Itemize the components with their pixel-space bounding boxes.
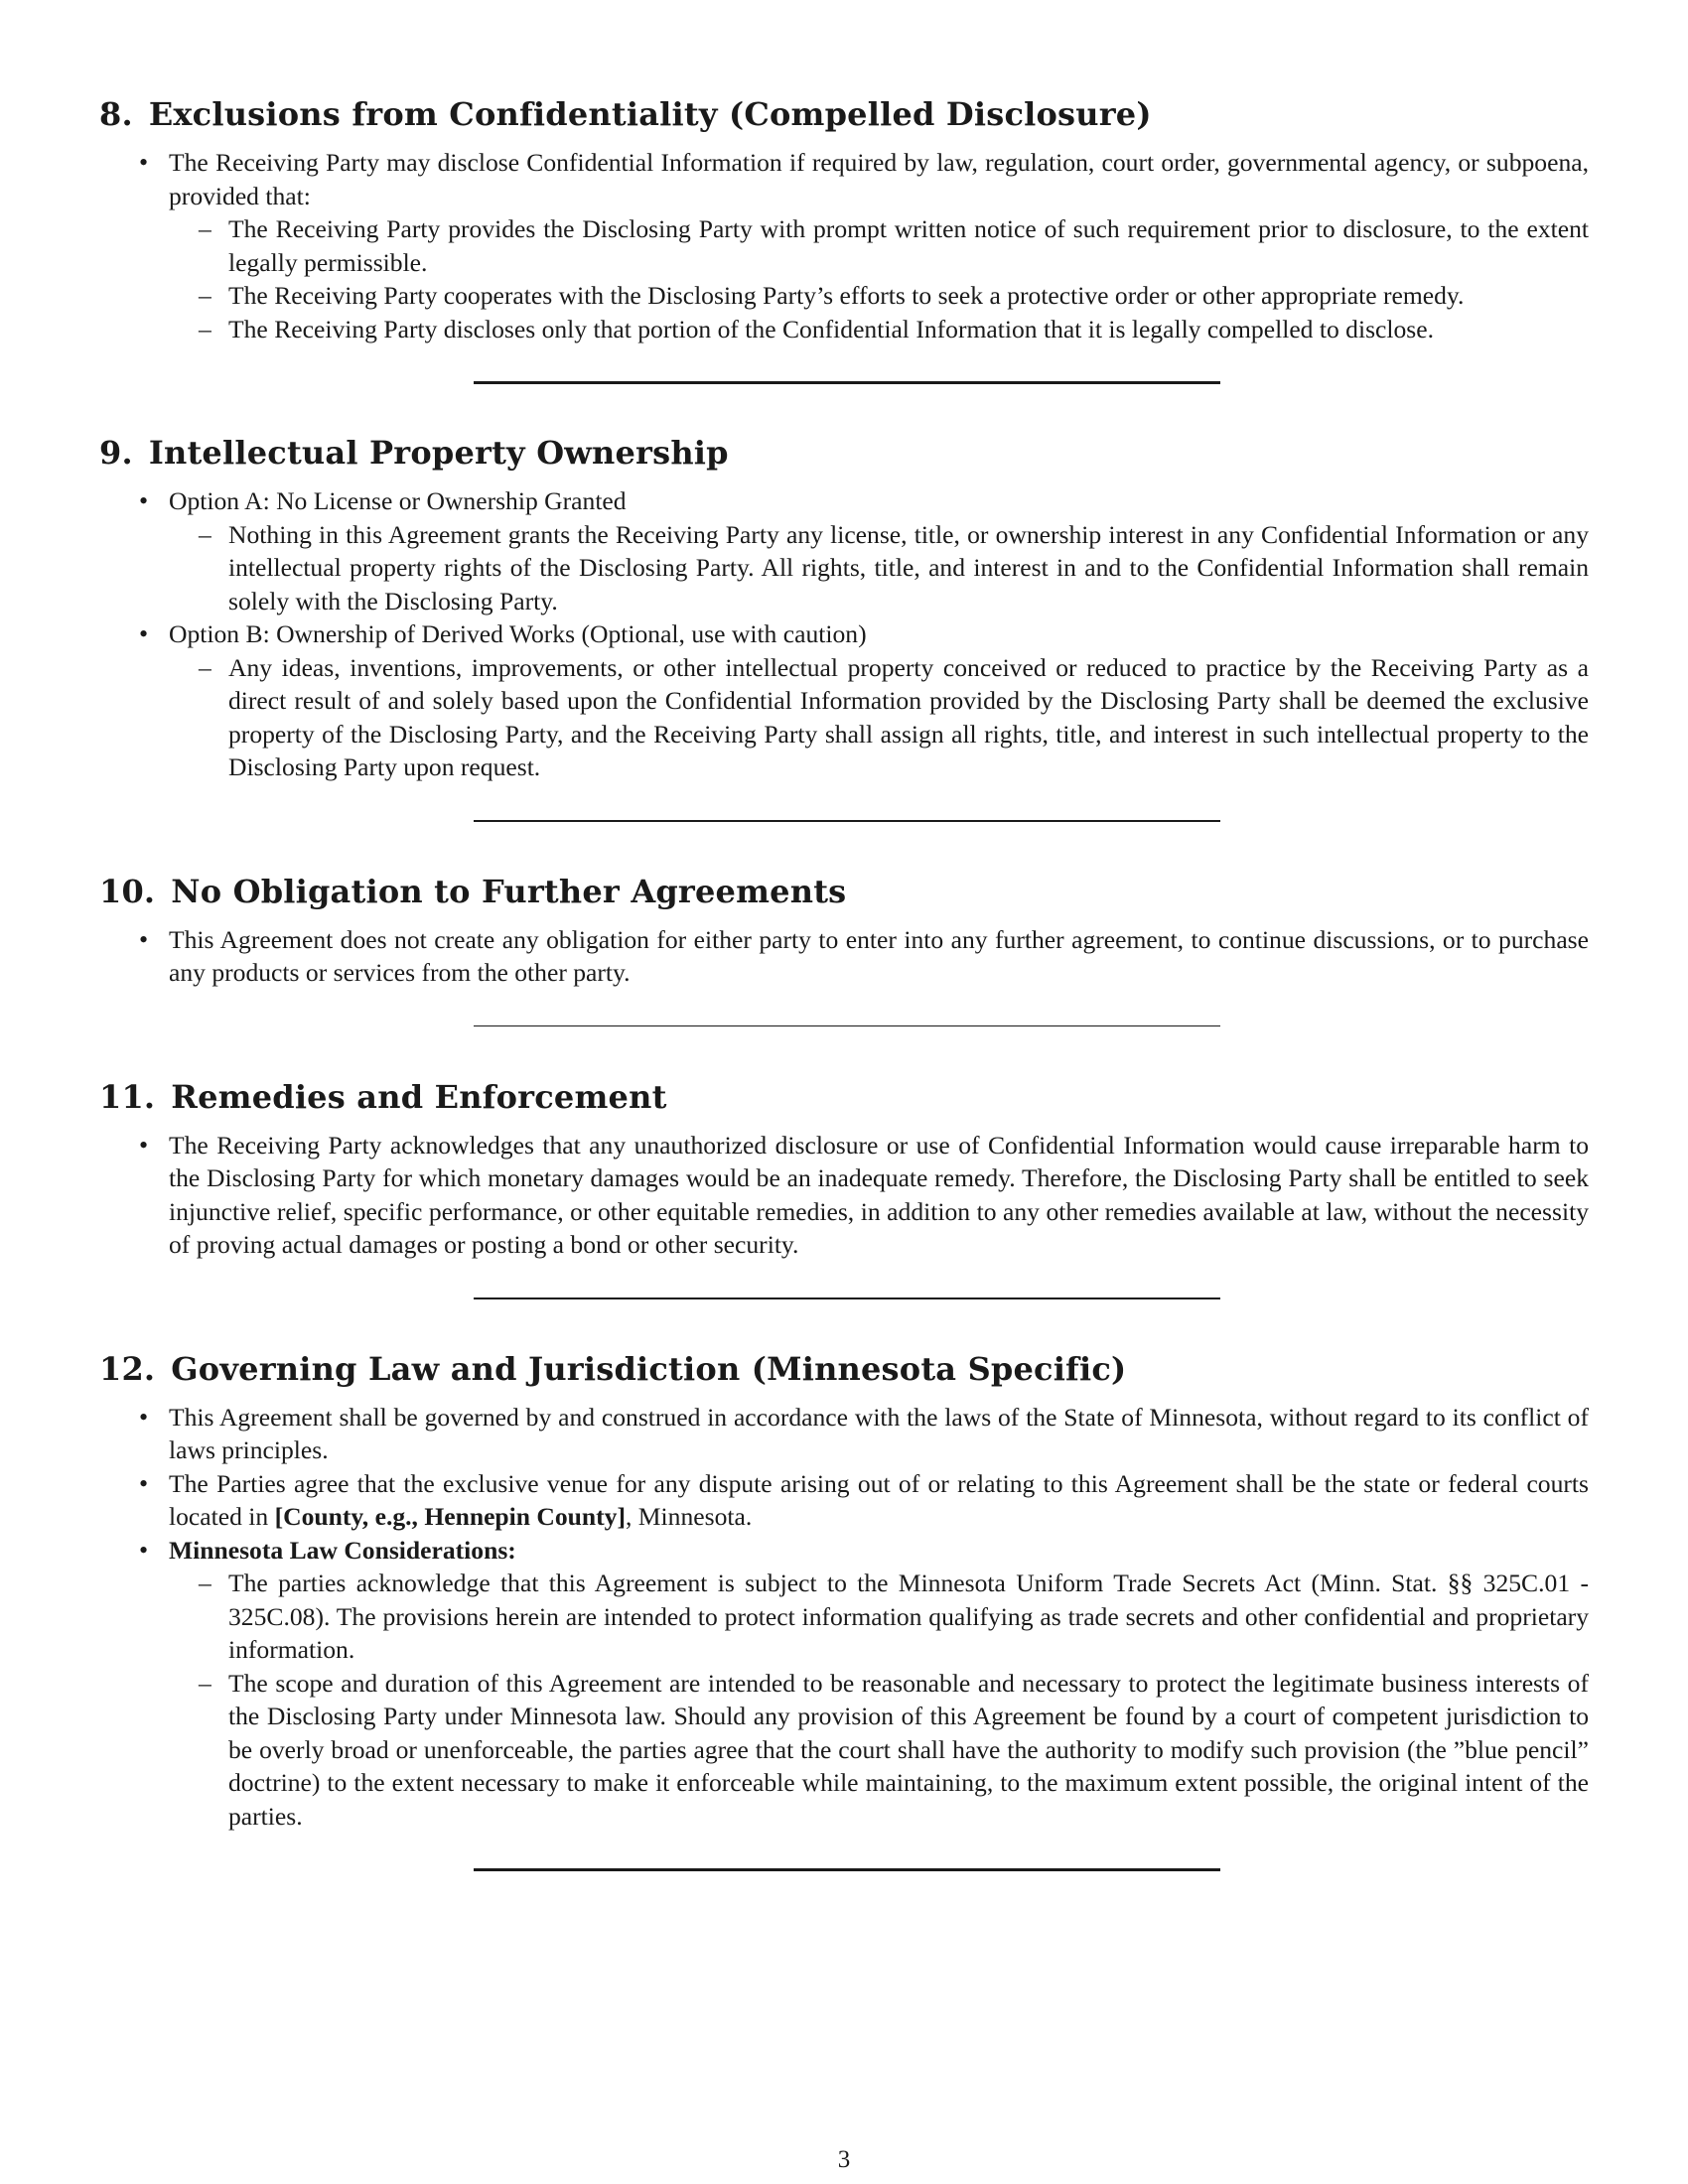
section-title: Governing Law and Jurisdiction (Minnesota Specific) <box>171 1349 1127 1388</box>
list-item-text: The Receiving Party may disclose Confidential Information if required by law, regulation, court order, governmental agency, or subpoena, provided that: <box>169 148 1589 210</box>
section-9 <box>99 430 1589 784</box>
list-item <box>169 146 1589 345</box>
bullet-list <box>99 146 1589 345</box>
section-title: Intellectual Property Ownership <box>148 434 729 472</box>
list-item: • This Agreement shall be governed by and construed in accordance with the laws of the State of Minnesota, without regard to its conflict of laws principles. <box>169 1401 1589 1467</box>
section-title: Exclusions from Confidentiality (Compelled Disclosure) <box>148 95 1152 133</box>
section-12 <box>99 1346 1589 1834</box>
list-item <box>169 1534 1589 1834</box>
section-10 <box>99 869 1589 990</box>
horizontal-rule <box>474 1025 1220 1027</box>
list-item-text: Option B: Ownership of Derived Works (Optional, use with caution) <box>169 619 867 648</box>
section-heading <box>99 869 1589 914</box>
sub-list-item: – Any ideas, inventions, improvements, or other intellectual property conceived or reduced to practice by the Receiving Party as a direct result of and solely based upon the Confidential Information provided by the Disclosing Party shall be deemed the exclusive property of the Disclosing Party, and the Receiving Party shall assign all rights, title, and interest in such intellectual property to the Disclosing Party upon request. <box>228 651 1589 784</box>
section-divider <box>99 345 1589 430</box>
horizontal-rule <box>474 1297 1220 1300</box>
section-number: 10. <box>99 872 156 910</box>
horizontal-rule <box>474 381 1220 384</box>
section-number: 12. <box>99 1349 156 1388</box>
section-divider <box>99 990 1589 1074</box>
list-item-label: Minnesota Law Considerations: <box>169 1535 516 1565</box>
sub-list-item: – The Receiving Party discloses only that portion of the Confidential Information that it is legally compelled to disclose. <box>228 313 1589 346</box>
section-divider <box>99 784 1589 869</box>
sub-list-item: – The Receiving Party cooperates with the Disclosing Party’s efforts to seek a protective order or other appropriate remedy. <box>228 279 1589 313</box>
county-placeholder: [County, e.g., Hennepin County] <box>274 1502 626 1531</box>
document-page <box>99 91 1589 1917</box>
section-heading <box>99 91 1589 137</box>
bullet-list <box>99 923 1589 990</box>
section-divider <box>99 1833 1589 1917</box>
section-heading <box>99 430 1589 476</box>
section-number: 8. <box>99 95 133 133</box>
sub-list <box>169 651 1589 784</box>
sub-list-item: – The Receiving Party provides the Disclosing Party with prompt written notice of such requirement prior to disclosure, to the extent legally permissible. <box>228 212 1589 279</box>
list-item <box>169 1467 1589 1534</box>
bullet-list <box>99 484 1589 784</box>
horizontal-rule <box>474 1868 1220 1871</box>
section-title: Remedies and Enforcement <box>171 1077 667 1116</box>
section-11 <box>99 1074 1589 1262</box>
sub-list <box>169 518 1589 618</box>
bullet-list <box>99 1129 1589 1262</box>
sub-list-item: – The parties acknowledge that this Agreement is subject to the Minnesota Uniform Trade Secrets Act (Minn. Stat. §§ 325C.01 - 325C.08). The provisions herein are intended to protect information qualifying as trade secrets and other confidential and proprietary information. <box>228 1567 1589 1667</box>
page-number: 3 <box>837 2146 851 2173</box>
list-item <box>169 484 1589 617</box>
sub-list-item: – Nothing in this Agreement grants the Receiving Party any license, title, or ownership interest in any Confidential Information or any intellectual property rights of the Disclosing Party. All rights, title, and interest in and to the Confidential Information shall remain solely with the Disclosing Party. <box>228 518 1589 618</box>
list-item-text: The Parties agree that the exclusive venue for any dispute arising out of or relating to this Agreement shall be the state or federal courts located in <box>169 1468 1589 1531</box>
section-number: 11. <box>99 1077 156 1116</box>
section-heading <box>99 1074 1589 1120</box>
section-heading <box>99 1346 1589 1392</box>
sub-list <box>169 212 1589 345</box>
section-title: No Obligation to Further Agreements <box>171 872 847 910</box>
list-item-text: , Minnesota. <box>626 1502 753 1531</box>
sub-list-item: – The scope and duration of this Agreement are intended to be reasonable and necessary to protect the legitimate business interests of the Disclosing Party under Minnesota law. Should any provision of this Agreement be found by a court of competent jurisdiction to be overly broad or unenforceable, the parties agree that the court shall have the authority to modify such provision (the ”blue pencil” doctrine) to the extent necessary to make it enforceable while maintaining, to the maximum extent possible, the original intent of the parties. <box>228 1667 1589 1834</box>
section-divider <box>99 1262 1589 1346</box>
sub-list <box>169 1567 1589 1833</box>
horizontal-rule <box>474 820 1220 823</box>
section-8 <box>99 91 1589 345</box>
section-number: 9. <box>99 434 133 472</box>
list-item: • The Receiving Party acknowledges that any unauthorized disclosure or use of Confidential Information would cause irreparable harm to the Disclosing Party for which monetary damages would be an inadequate remedy. Therefore, the Disclosing Party shall be entitled to seek injunctive relief, specific performance, or other equitable remedies, in addition to any other remedies available at law, without the necessity of proving actual damages or posting a bond or other security. <box>169 1129 1589 1262</box>
list-item <box>169 617 1589 784</box>
bullet-list <box>99 1401 1589 1834</box>
list-item-text: Option A: No License or Ownership Granted <box>169 486 627 515</box>
list-item: • This Agreement does not create any obligation for either party to enter into any further agreement, to continue discussions, or to purchase any products or services from the other party. <box>169 923 1589 990</box>
